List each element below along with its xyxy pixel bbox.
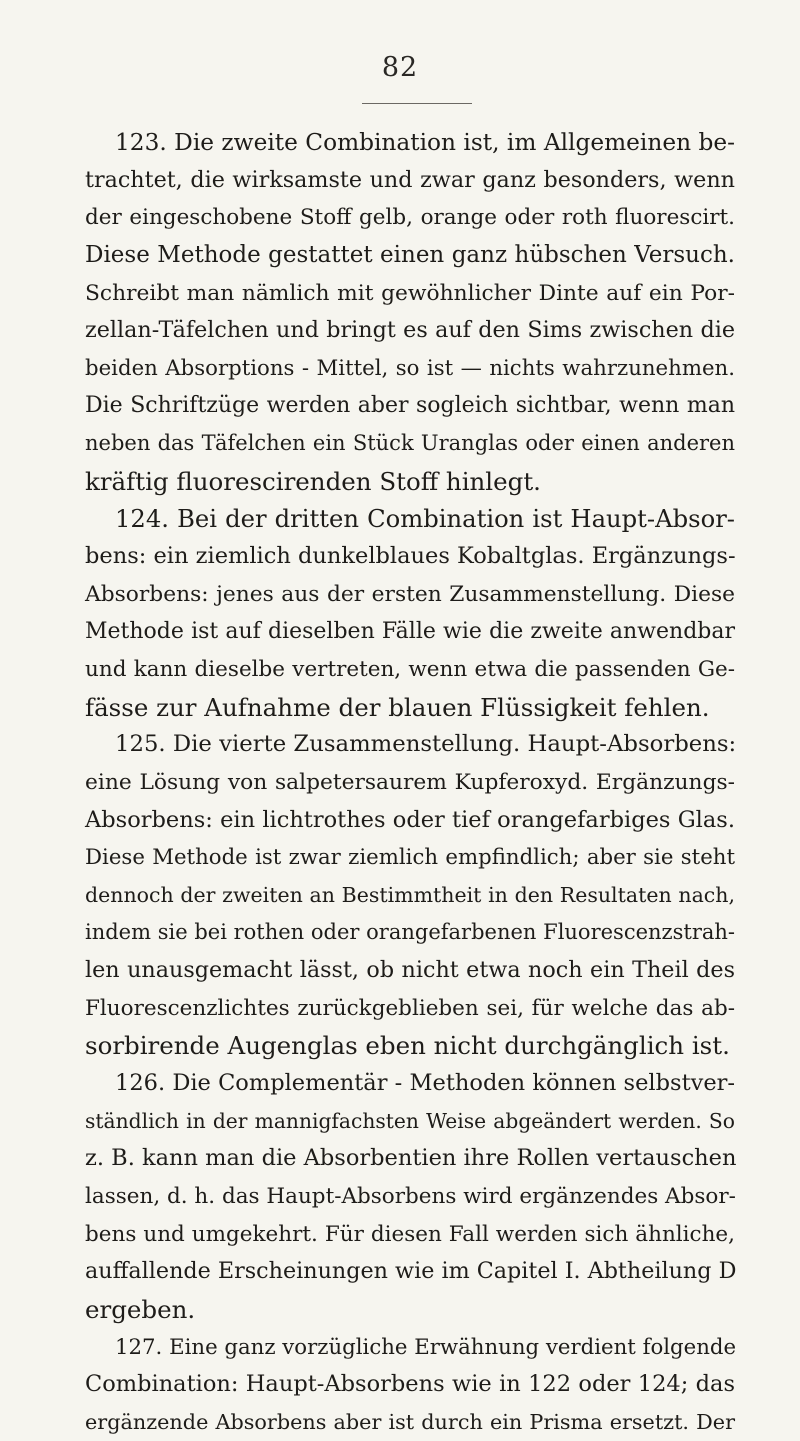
text-line: kräftig fluorescirenden Stoff hinlegt. — [85, 466, 541, 496]
text-line: dennoch der zweiten an Bestimmtheit in den Resultaten nach, — [85, 882, 735, 907]
text-line: len unausgemacht lässt, ob nicht etwa noch ein Theil des — [85, 957, 735, 984]
header-rule — [362, 103, 472, 104]
text-line: trachtet, die wirksamste und zwar ganz besonders, wenn — [85, 166, 735, 193]
text-line: eine Lösung von salpetersaurem Kupferoxyd. Ergänzungs- — [85, 769, 735, 795]
text-line: Fluorescenzlichtes zurückgeblieben sei, für welche das ab- — [85, 995, 735, 1021]
text-line: fässe zur Aufnahme der blauen Flüssigkeit fehlen. — [85, 692, 710, 722]
text-line: Absorbens: ein lichtrothes oder tief orangefarbiges Glas. — [85, 806, 735, 833]
text-line: 124. Bei der dritten Combination ist Haupt-Absor- — [115, 504, 735, 534]
text-line: bens: ein ziemlich dunkelblaues Kobaltglas. Ergänzungs- — [85, 543, 736, 570]
text-line: Diese Methode gestattet einen ganz hübschen Versuch. — [85, 241, 735, 268]
text-line: indem sie bei rothen oder orangefarbenen Fluorescenzstrah- — [85, 920, 735, 945]
text-line: 123. Die zweite Combination ist, im Allgemeinen be- — [115, 129, 735, 156]
text-line: z. B. kann man die Absorbentien ihre Rollen vertauschen — [85, 1145, 737, 1172]
text-line: der eingeschobene Stoff gelb, orange oder roth fluorescirt. — [85, 205, 735, 231]
text-line: Combination: Haupt-Absorbens wie in 122 oder 124; das — [85, 1371, 735, 1398]
text-line: 126. Die Complementär - Methoden können selbstver- — [115, 1070, 735, 1097]
text-line: Methode ist auf dieselben Fälle wie die zweite anwendbar — [85, 619, 735, 645]
text-line: Diese Methode ist zwar ziemlich empfindlich; aber sie steht — [85, 845, 735, 871]
text-line: sorbirende Augenglas eben nicht durchgänglich ist. — [85, 1031, 730, 1061]
text-line: Die Schriftzüge werden aber sogleich sichtbar, wenn man — [85, 393, 735, 419]
body-text — [85, 124, 735, 1441]
text-line: neben das Täfelchen ein Stück Uranglas oder einen anderen — [85, 431, 735, 456]
text-line: und kann dieselbe vertreten, wenn etwa die passenden Ge- — [85, 656, 735, 682]
text-line: 125. Die vierte Zusammenstellung. Haupt-Absorbens: — [115, 731, 737, 758]
text-line: lassen, d. h. das Haupt-Absorbens wird ergänzendes Absor- — [85, 1183, 736, 1209]
text-line: bens und umgekehrt. Für diesen Fall werden sich ähnliche, — [85, 1221, 735, 1247]
text-line: ständlich in der mannigfachsten Weise abgeändert werden. So — [85, 1108, 735, 1133]
text-line: Absorbens: jenes aus der ersten Zusammenstellung. Diese — [85, 581, 735, 607]
page-number: 82 — [381, 52, 419, 83]
text-line: 127. Eine ganz vorzügliche Erwähnung verdient folgende — [115, 1334, 737, 1360]
text-line: ergänzende Absorbens aber ist durch ein Prisma ersetzt. Der — [85, 1409, 735, 1434]
text-line: ergeben. — [85, 1294, 196, 1324]
text-line: auffallende Erscheinungen wie im Capitel I. Abtheilung D — [85, 1258, 737, 1285]
text-line: Schreibt man nämlich mit gewöhnlicher Dinte auf ein Por- — [85, 280, 735, 306]
text-line: zellan-Täfelchen und bringt es auf den Sims zwischen die — [85, 317, 735, 344]
text-line: beiden Absorptions - Mittel, so ist — nichts wahrzunehmen. — [85, 355, 735, 381]
